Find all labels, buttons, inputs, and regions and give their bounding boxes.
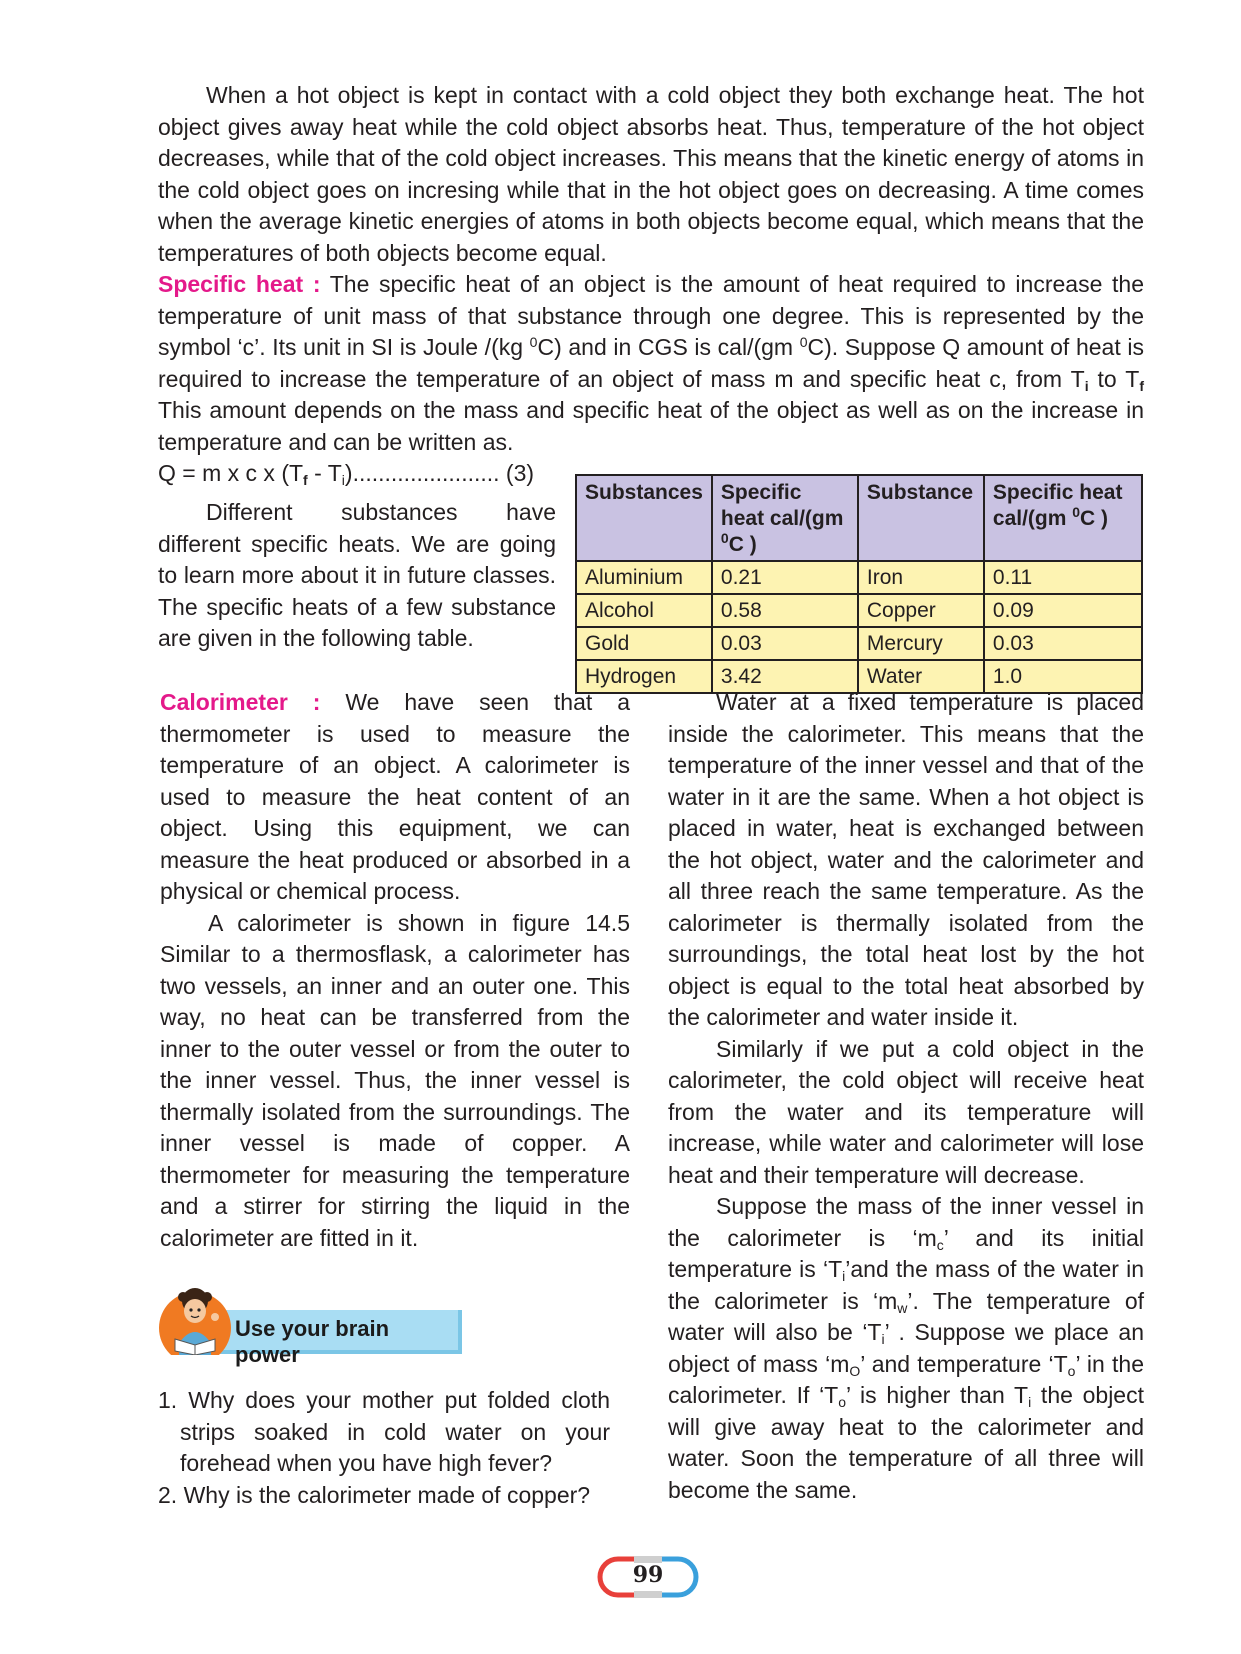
table-header [858,475,984,561]
table-row [576,561,1142,594]
table-intro-paragraph: Different substances have different specific heats. We are going to learn more about it in future classes. The specific heats of a few substance are given in the following table. [158,499,556,651]
table-cell: 1.0 [984,660,1142,693]
right-paragraph-3 [668,1191,1144,1506]
degree-superscript: 0 [1072,504,1081,520]
calorimeter-paragraph-1 [160,687,630,908]
degree-superscript: 0 [529,334,538,350]
subscript: i [341,472,345,488]
calorimeter-paragraph-2: A calorimeter is shown in figure 14.5 Similar to a thermosflask, a calorimeter has two vessels, an inner and an outer one. This way, no heat can be transferred from the inner to the outer vessel or from the outer to the inner vessel. Thus, the inner vessel is thermally isolated from the surroundings. The inner vessel is made of copper. A thermometer for measuring the temperature and a stirrer for stirring the liquid in the calorimeter are fitted in it. [160,909,630,1251]
subscript: f [1139,377,1144,394]
subscript: o [838,1394,847,1410]
right-text: ’ is higher than T [846,1382,1029,1408]
right-text: ’ and its initial temperature is ‘T [668,1224,1144,1282]
table-header [984,475,1142,561]
table-header [712,475,858,561]
table-cell: Aluminium [576,561,712,594]
specific-heat-paragraph [158,269,1144,458]
table-header-text: Substances [585,481,703,504]
table-cell: 0.09 [984,594,1142,627]
right-text: ’ and temperature ‘T [860,1350,1068,1377]
specific-heat-text: C). Suppose Q amount of heat is required to increase the temperature of an object of mass m and specific heat c, from T [158,334,1144,392]
brain-power-questions [158,1385,610,1511]
equation-text: )....................... (3) [344,460,535,486]
right-text: ’ . Suppose we place an object of mass ‘m [668,1319,1144,1377]
table-header-row [576,475,1142,561]
specific-heat-text: This amount depends on the mass and specific heat of the object as well as on the increase in temperature and can be written as. [158,397,1144,455]
right-text: Suppose the mass of the inner vessel in the calorimeter is ‘m [668,1193,1144,1251]
table-cell: Gold [576,627,712,660]
table-cell: Hydrogen [576,660,712,693]
table-header-text: Substance [866,481,974,504]
calorimeter-heading: Calorimeter : [160,689,321,715]
table-cell: 0.21 [712,561,858,594]
degree-superscript: 0 [799,334,808,350]
specific-heat-text: The specific heat of an object is the amount of heat required to increase the temperature of unit mass of that substance through one degree. This is represented by the symbol ‘c’. Its unit in SI is Joule /(kg [158,271,1145,360]
brain-power-badge [157,1283,462,1367]
girl-reading-icon [157,1283,237,1355]
table-row [576,594,1142,627]
equation-text: - T [307,460,342,486]
brain-power-label: Use your brain power [235,1316,390,1367]
right-text: the object will give away heat to the calorimeter and water. Soon the temperature of all three will become the same. [668,1382,1144,1503]
page-number: 99 [632,1562,664,1588]
calorimeter-text: We have seen that a thermometer is used to measure the temperature of an object. A calorimeter is used to measure the heat content of an object. Using this equipment, we can measure the heat produced or absorbed in a physical or chemical process. [160,689,630,904]
subscript: w [897,1299,908,1316]
table-row [576,627,1142,660]
right-column [668,687,1144,1506]
table-cell: 0.11 [984,561,1142,594]
intro-text: When a hot object is kept in contact with a cold object they both exchange heat. The hot object gives away heat while the cold object absorbs heat. Thus, temperature of the hot object decreases, while that of the cold object increases. This means that the kinetic energy of atoms in the cold object goes on incresing while that in the hot object goes on decreasing. A time comes when the average kinetic energies of atoms in both objects become equal, which means that the temperatures of both objects become equal. [158,82,1144,266]
right-text: ’ in the calorimeter. If ‘T [668,1350,1144,1408]
degree-superscript: 0 [720,530,729,546]
table-header-text: C ) [1080,507,1109,530]
table-cell: Iron [858,561,984,594]
brain-power-label-box [207,1310,462,1367]
subscript: o [1067,1362,1076,1379]
intro-paragraph [158,80,1144,269]
subscript: i [1084,377,1089,394]
table-cell: Copper [858,594,984,627]
specific-heat-heading: Specific heat : [158,271,321,297]
right-paragraph-1: Water at a fixed temperature is placed inside the calorimeter. This means that the temperature of the inner vessel and that of the water in it are the same. When a hot object is placed in water, heat is exchanged between the hot object, water and the calorimeter and all three reach the same temperature. As the calorimeter is thermally isolated from the surroundings, the total heat lost by the hot object is equal to the total heat absorbed by the calorimeter and water inside it. [668,689,1144,1030]
table-cell: 0.03 [712,627,858,660]
table-cell: 0.58 [712,594,858,627]
table-cell: Water [858,660,984,693]
table-cell: Alcohol [576,594,712,627]
subscript: O [849,1362,861,1379]
list-item: 1. Why does your mother put folded cloth strips soaked in cold water on your forehead when you have high fever? [158,1387,610,1476]
list-item: 2. Why is the calorimeter made of copper? [158,1481,591,1508]
equation-text: Q = m x c x (T [158,460,304,486]
specific-heat-text: to T [1088,365,1140,392]
subscript: c [936,1236,944,1253]
right-paragraph-2: Similarly if we put a cold object in the calorimeter, the cold object will receive heat from the water and its temperature will increase, while water and calorimeter will lose heat and their temperature will decrease. [668,1035,1144,1188]
table-header-text: Specific heat cal/(gm [720,481,844,530]
page-number-badge [594,1556,702,1598]
subscript: i [881,1331,885,1347]
table-cell: Mercury [858,627,984,660]
table-header-text: C ) [728,533,757,556]
table-header-text: Specific heat cal/(gm [992,481,1123,530]
subscript: f [303,472,308,488]
specific-heat-table [575,474,1143,694]
specific-heat-text: C) and in CGS is cal/(gm [537,334,800,360]
subscript: i [1028,1394,1032,1410]
subscript: i [842,1268,846,1284]
table-header [576,475,712,561]
table-cell: 3.42 [712,660,858,693]
calorimeter-section [160,687,630,1254]
equation-3 [158,458,534,490]
right-text: ’. The temperature of water will also be ‘T [668,1287,1145,1345]
table-cell: 0.03 [984,627,1142,660]
right-text: ’and the mass of the water in the calorimeter is ‘m [668,1256,1144,1314]
